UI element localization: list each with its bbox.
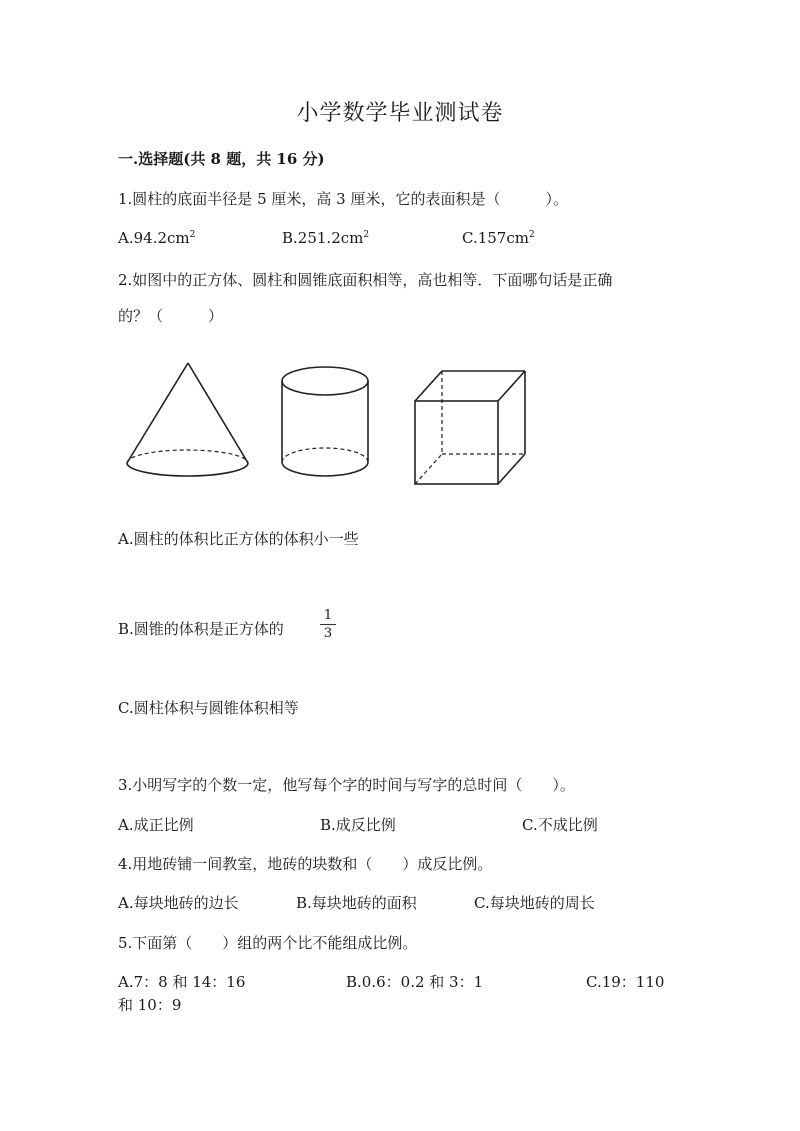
question-2-option-b[interactable]: B.圆锥的体积是正方体的 xyxy=(118,620,284,638)
cone-figure xyxy=(127,363,248,476)
question-1-option-b[interactable]: $B.251.2cm^2$ xyxy=(282,229,370,247)
question-1-stem: 1.圆柱的底面半径是 5 厘米，高 3 厘米，它的表面积是（ ）。 xyxy=(118,190,568,208)
question-1-option-a[interactable]: $A.94.2cm^2$ xyxy=(118,229,196,247)
question-2-option-a[interactable]: A.圆柱的体积比正方体的体积小一些 xyxy=(118,530,359,548)
question-4-option-c[interactable]: C.每块地砖的周长 xyxy=(474,894,595,912)
question-3-option-c[interactable]: C.不成比例 xyxy=(522,816,598,834)
question-5-stem: 5.下面第（ ）组的两个比不能组成比例。 xyxy=(118,934,418,952)
question-2-stem-line-1: 2.如图中的正方体、圆柱和圆锥底面积相等，高也相等．下面哪句话是正确 xyxy=(118,271,613,289)
question-3-stem: 3.小明写字的个数一定，他写每个字的时间与写字的总时间（ ）。 xyxy=(118,776,575,794)
fraction-one-third: 1 3 xyxy=(320,608,336,641)
question-5-option-a[interactable]: A.7：8 和 14：16 xyxy=(118,973,246,991)
page-title: 小学数学毕业测试卷 xyxy=(296,101,504,126)
cube-figure xyxy=(415,371,525,484)
question-3-option-a[interactable]: A.成正比例 xyxy=(118,816,194,834)
question-3-option-b[interactable]: B.成反比例 xyxy=(320,816,396,834)
question-5-option-c-continued: 和 10：9 xyxy=(118,996,182,1014)
question-5-option-b[interactable]: B.0.6：0.2 和 3：1 xyxy=(346,973,484,991)
question-4-option-a[interactable]: A.每块地砖的边长 xyxy=(118,894,239,912)
section-heading: 一.选择题(共 8 题，共 16 分) xyxy=(118,150,325,168)
question-1-option-c[interactable]: $C.157cm^2$ xyxy=(462,229,535,247)
question-2-stem-line-2: 的？（ ） xyxy=(118,307,224,325)
question-5-option-c[interactable]: C.19：110 xyxy=(586,973,665,991)
question-2-option-c[interactable]: C.圆柱体积与圆锥体积相等 xyxy=(118,699,299,717)
question-4-stem: 4.用地砖铺一间教室，地砖的块数和（ ）成反比例。 xyxy=(118,855,493,873)
question-4-option-b[interactable]: B.每块地砖的面积 xyxy=(296,894,417,912)
cylinder-figure xyxy=(282,367,368,476)
